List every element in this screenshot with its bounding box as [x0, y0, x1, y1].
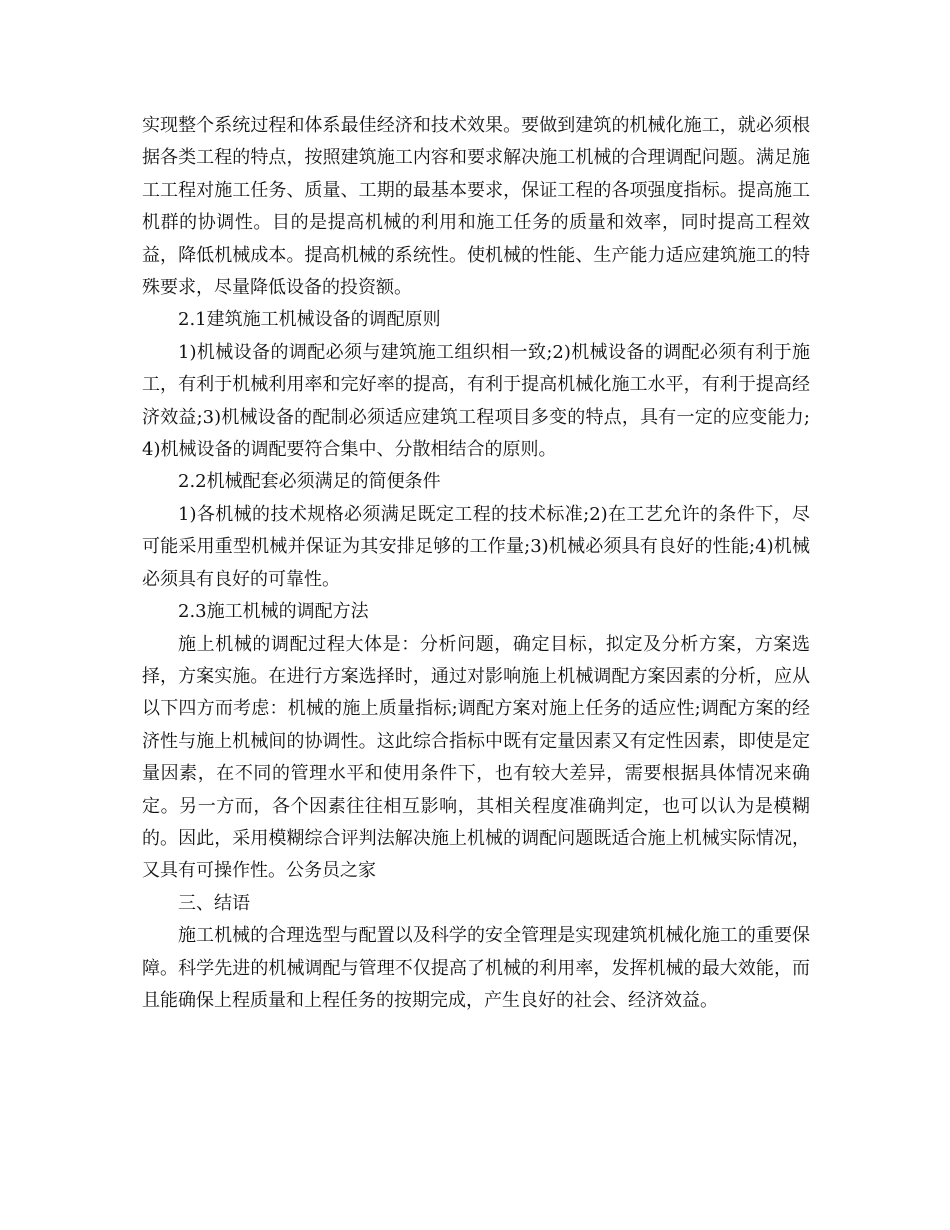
body-paragraph-2: 1)机械设备的调配必须与建筑施工组织相一致;2)机械设备的调配必须有利于施工，有利于机械利用率和完好率的提高，有利于提高机械化施工水平，有利于提高经济效益;3)机械设备的配制必须适应建筑工程项目多变的特点，具有一定的应变能力;4)机械设备的调配要符合集中、分散相结合的原则。	[142, 341, 810, 461]
section-heading-2-1: 2.1建筑施工机械设备的调配原则	[178, 309, 441, 331]
body-paragraph-3: 1)各机械的技术规格必须满足既定工程的技术标准;2)在工艺允许的条件下，尽可能采用重型机械并保证为其安排足够的工作量;3)机械必须具有良好的性能;4)机械必须具有良好的可靠性。	[142, 503, 810, 590]
body-paragraph-4: 施上机械的调配过程大体是：分析问题，确定目标，拟定及分析方案，方案选择，方案实施。在进行方案选择时，通过对影响施上机械调配方案因素的分析，应从以下四方而考虑：机械的施上质量指标;调配方案对施上任务的适应性;调配方案的经济性与施上机械间的协调性。这此综合指标中既有定量因素又有定性因素，即使是定量因素，在不同的管理水平和使用条件下，也有较大差异，需要根据具体情况来确定。另一方而，各个因素往往相互影响，其相关程度准确判定，也可以认为是模糊的。因此，采用模糊综合评判法解决施上机械的调配问题既适合施上机械实际情况，又具有可操作性。公务员之家	[142, 633, 810, 882]
body-paragraph-5: 施工机械的合理选型与配置以及科学的安全管理是实现建筑机械化施工的重要保障。科学先进的机械调配与管理不仅提高了机械的利用率，发挥机械的最大效能，而且能确保上程质量和上程任务的按期完成，产生良好的社会、经济效益。	[142, 925, 810, 1011]
body-paragraph-1: 实现整个系统过程和体系最佳经济和技术效果。要做到建筑的机械化施工，就必须根据各类工程的特点，按照建筑施工内容和要求解决施工机械的合理调配问题。满足施工工程对施工任务、质量、工期的最基本要求，保证工程的各项强度指标。提高施工机群的协调性。目的是提高机械的利用和施工任务的质量和效率，同时提高工程效益，降低机械成本。提高机械的系统性。使机械的性能、生产能力适应建筑施工的特殊要求，尽量降低设备的投资额。	[142, 115, 810, 299]
section-heading-2-2: 2.2机械配套必须满足的简便条件	[178, 471, 441, 493]
section-heading-conclusion: 三、结语	[178, 892, 250, 914]
section-heading-2-3: 2.3施工机械的调配方法	[178, 601, 369, 623]
document-page	[142, 110, 810, 1017]
